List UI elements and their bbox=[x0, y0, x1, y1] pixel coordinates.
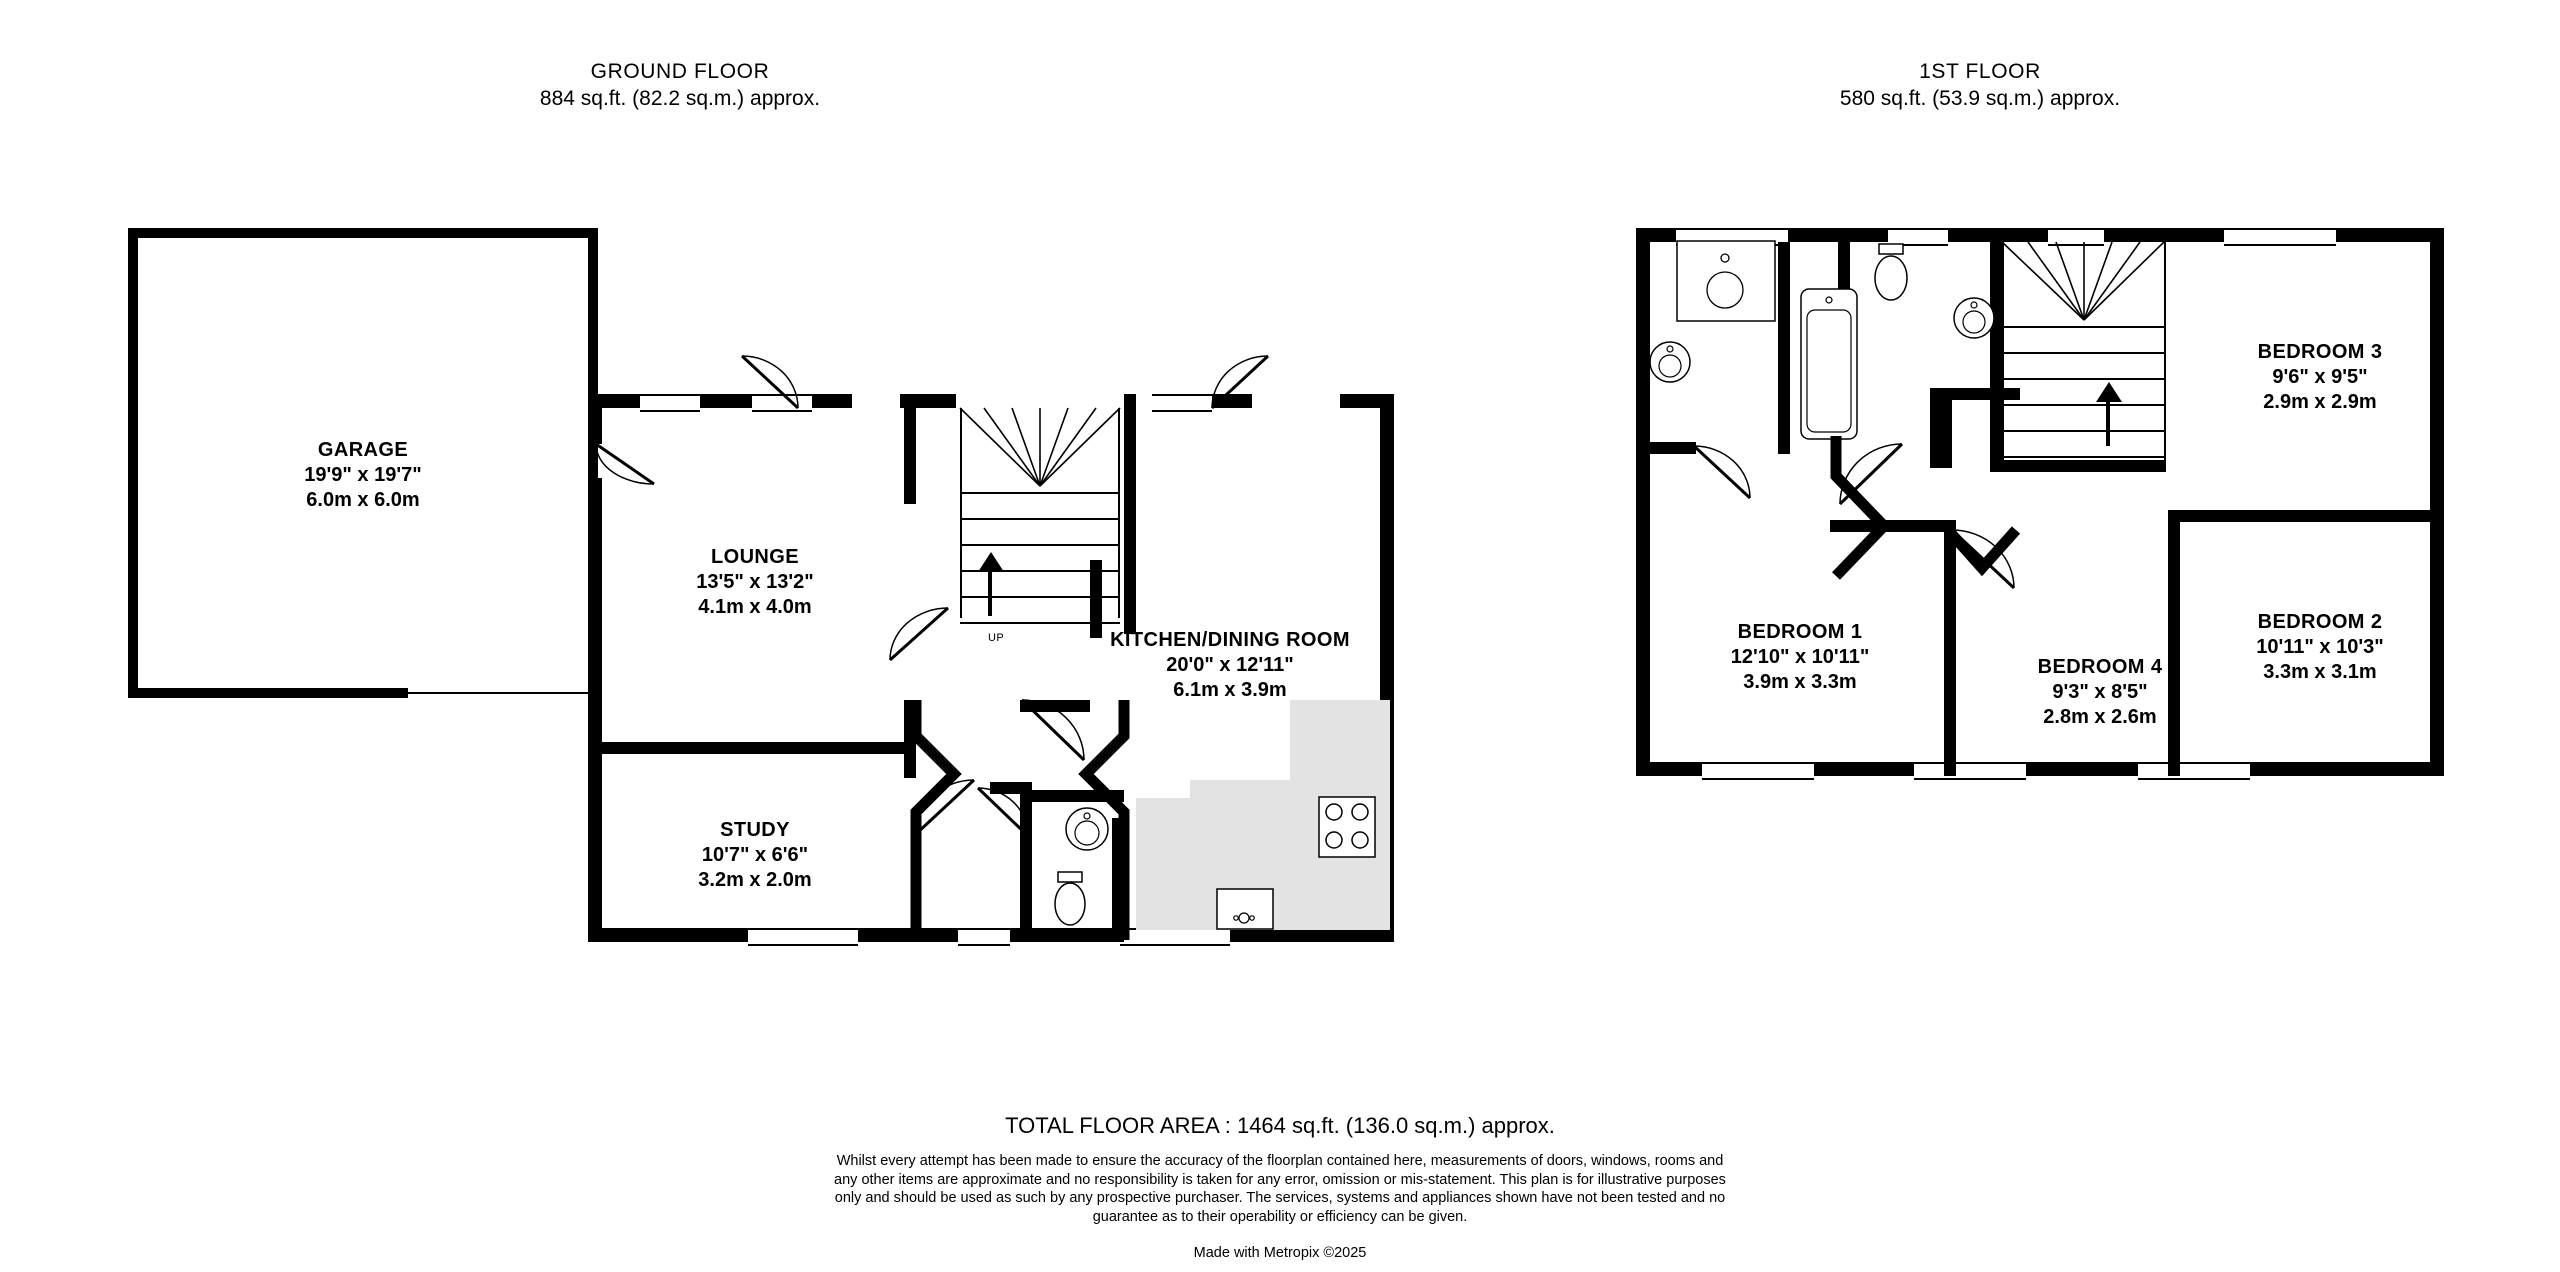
made-with-credit: Made with Metropix ©2025 bbox=[1193, 1245, 1367, 1261]
house-wall-bottom-d bbox=[1230, 928, 1394, 942]
bath-basin-icon bbox=[1676, 240, 1776, 322]
kitchen-sink-icon bbox=[1216, 888, 1274, 930]
ff-window-bed1 bbox=[1702, 762, 1814, 780]
ff-window-bed4 bbox=[1914, 762, 2026, 780]
window-study-rear bbox=[748, 928, 858, 946]
garage-wall-right-upper bbox=[588, 228, 598, 410]
ff-wall-bottom-a bbox=[1636, 762, 1702, 776]
ff-door-bed4 bbox=[1952, 530, 2014, 588]
window-lounge-front bbox=[640, 394, 700, 412]
room-label-bedroom-3: BEDROOM 3 9'6" x 9'5" 2.9m x 2.9m bbox=[2257, 341, 2383, 413]
room-label-lounge: LOUNGE 13'5" x 13'2" 4.1m x 4.0m bbox=[696, 546, 814, 618]
ff-wall-bed3-bottom bbox=[2168, 510, 2444, 522]
ff-wall-right bbox=[2430, 228, 2444, 776]
house-wall-left-lower bbox=[588, 748, 602, 942]
ensuite-basin-icon bbox=[1952, 296, 1996, 340]
door-front-right bbox=[1212, 356, 1268, 408]
room-label-kitchen-dining: KITCHEN/DINING ROOM 20'0" x 12'11" 6.1m x 3.9m bbox=[1110, 629, 1350, 701]
room-label-bedroom-4: BEDROOM 4 9'3" x 8'5" 2.8m x 2.6m bbox=[2037, 656, 2163, 728]
stair-direction-down: DOWN bbox=[2094, 462, 2131, 474]
room-label-bedroom-1: BEDROOM 1 12'10" x 10'11" 3.9m x 3.3m bbox=[1730, 621, 1870, 693]
hob-icon bbox=[1318, 796, 1376, 858]
ground-floor-title: GROUND FLOOR bbox=[590, 60, 770, 83]
disclaimer-text: Whilst every attempt has been made to ensure the accuracy of the floorplan contained here, measurements of doors, windows, rooms and any other items are approximate and no responsibility is taken for any error, omission or mis-statement. This plan is for illustrative purposes only and should be used as such by any prospective purchaser. The services, systems and appliances shown have not been tested and no guarantee as to their operability or efficiency can be given. bbox=[834, 1153, 1726, 1225]
garage-wall-bottom-right bbox=[348, 688, 408, 698]
stair-direction-up: UP bbox=[988, 632, 1005, 644]
ff-wall-top-a bbox=[1636, 228, 1676, 242]
ff-window-bed2 bbox=[2138, 762, 2250, 780]
ff-wall-bottom-b bbox=[1814, 762, 1914, 776]
ff-wall-bottom-c bbox=[2026, 762, 2138, 776]
room-label-study: STUDY 10'7" x 6'6" 3.2m x 2.0m bbox=[698, 819, 812, 891]
hall-angled-walls bbox=[900, 690, 1140, 940]
ff-wall-bottom-d bbox=[2250, 762, 2444, 776]
ff-door-bathroom bbox=[1694, 446, 1750, 498]
ff-wall-bed2-left bbox=[2168, 510, 2180, 776]
house-wall-top-a bbox=[598, 394, 640, 408]
ff-toilet-icon bbox=[1870, 244, 1912, 304]
ff-wall-top-e bbox=[2336, 228, 2444, 242]
wall-hall-right bbox=[1124, 394, 1136, 634]
ff-wall-top-b bbox=[1788, 228, 1888, 242]
house-wall-left-upper bbox=[588, 394, 602, 444]
room-label-garage: GARAGE 19'9" x 19'7" 6.0m x 6.0m bbox=[304, 439, 422, 511]
garage-wall-left bbox=[128, 228, 138, 698]
wall-lounge-study-divider bbox=[598, 742, 916, 754]
window-kitchen-front bbox=[1152, 394, 1212, 412]
ff-wall-left bbox=[1636, 228, 1650, 776]
ff-wall-bed4-top bbox=[1940, 388, 2020, 400]
garage-opening-line bbox=[408, 692, 590, 694]
ff-wall-bath-right bbox=[1778, 242, 1790, 454]
first-floor-title: 1ST FLOOR bbox=[1919, 60, 2041, 83]
ff-basin-small-icon bbox=[1648, 340, 1692, 384]
ff-window-bed3-b bbox=[2224, 228, 2336, 246]
house-wall-left-mid bbox=[588, 478, 602, 748]
bathtub-icon bbox=[1800, 288, 1858, 440]
house-wall-top-c bbox=[812, 394, 852, 408]
ff-wall-bath-bottom bbox=[1636, 442, 1696, 454]
first-floor-area: 580 sq.ft. (53.9 sq.m.) approx. bbox=[1839, 87, 2121, 110]
room-label-bedroom-2: BEDROOM 2 10'11" x 10'3" 3.3m x 3.1m bbox=[2256, 611, 2384, 683]
door-front-left bbox=[742, 356, 798, 408]
garage-wall-top bbox=[128, 228, 598, 238]
total-floor-area: TOTAL FLOOR AREA : 1464 sq.ft. (136.0 sq.m.) approx. bbox=[1005, 1113, 1555, 1138]
garage-wall-bottom-left bbox=[128, 688, 348, 698]
ff-wall-top-c bbox=[1948, 228, 2048, 242]
wall-hall-left bbox=[904, 394, 916, 504]
ff-door-bed3 bbox=[1840, 444, 1902, 504]
ground-floor-area: 884 sq.ft. (82.2 sq.m.) approx. bbox=[539, 87, 821, 110]
ff-wall-top-d bbox=[2104, 228, 2224, 242]
house-wall-bottom-a bbox=[588, 928, 748, 942]
door-garage-internal bbox=[596, 444, 654, 484]
